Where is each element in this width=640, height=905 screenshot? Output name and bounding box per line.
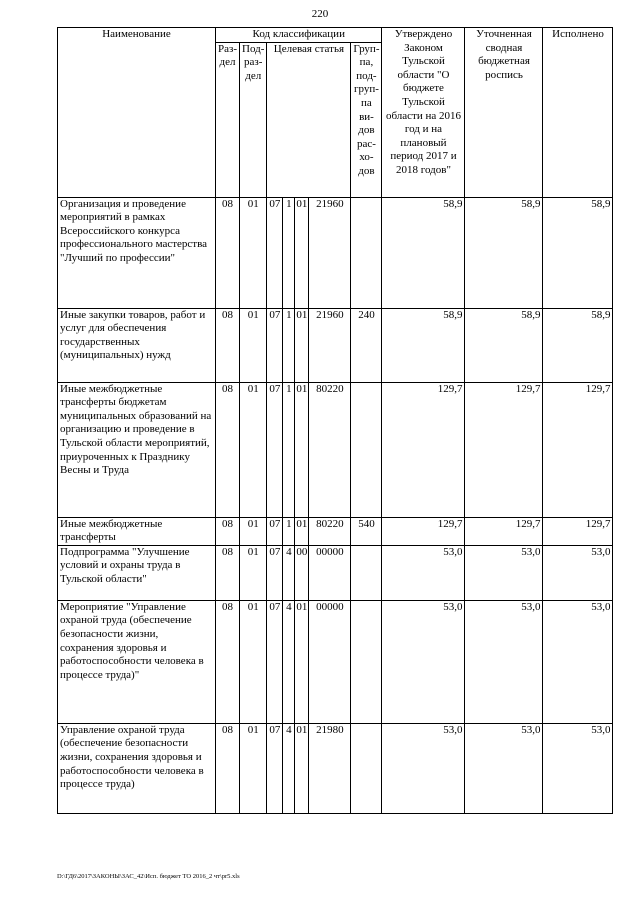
row-group <box>351 197 382 308</box>
row-name: Подпрограмма "Улучшение условий и охраны труда в Тульской области" <box>58 545 216 600</box>
row-group <box>351 545 382 600</box>
row-name: Мероприятие "Управление охраной труда (обеспечение безопасности жизни, сохранения здоровья и работоспособности человека в процессе труда)" <box>58 600 216 723</box>
row-target-part2: 4 <box>283 600 295 723</box>
row-target-part2: 1 <box>283 197 295 308</box>
page-number: 220 <box>311 8 329 20</box>
table-row <box>58 723 613 813</box>
row-target-part3: 01 <box>295 382 309 517</box>
row-target-part1: 07 <box>267 308 283 382</box>
row-target-part1: 07 <box>267 723 283 813</box>
row-approved: 129,7 <box>382 382 465 517</box>
row-name: Иные закупки товаров, работ и услуг для обеспечения государственных (муниципальных) нужд <box>58 308 216 382</box>
row-target-part4: 00000 <box>309 600 351 723</box>
col-header-code-group: Код классификации <box>216 28 382 43</box>
table-row <box>58 600 613 723</box>
col-header-executed: Исполнено <box>543 28 613 198</box>
row-subsection: 01 <box>240 517 267 545</box>
row-approved: 58,9 <box>382 197 465 308</box>
row-target-part2: 4 <box>283 545 295 600</box>
row-refined: 53,0 <box>465 545 543 600</box>
row-section: 08 <box>216 197 240 308</box>
row-target-part4: 21960 <box>309 197 351 308</box>
row-group <box>351 600 382 723</box>
row-section: 08 <box>216 308 240 382</box>
table-row <box>58 382 613 517</box>
row-target-part1: 07 <box>267 545 283 600</box>
table-row <box>58 308 613 382</box>
row-subsection: 01 <box>240 308 267 382</box>
row-group: 540 <box>351 517 382 545</box>
row-executed: 58,9 <box>543 308 613 382</box>
row-section: 08 <box>216 600 240 723</box>
row-executed: 129,7 <box>543 517 613 545</box>
row-approved: 53,0 <box>382 545 465 600</box>
row-executed: 129,7 <box>543 382 613 517</box>
row-target-part1: 07 <box>267 197 283 308</box>
row-refined: 129,7 <box>465 382 543 517</box>
row-subsection: 01 <box>240 545 267 600</box>
row-refined: 53,0 <box>465 723 543 813</box>
row-approved: 129,7 <box>382 517 465 545</box>
row-target-part4: 80220 <box>309 382 351 517</box>
row-target-part2: 1 <box>283 517 295 545</box>
table-row <box>58 517 613 545</box>
col-header-name: Наименование <box>58 28 216 198</box>
row-target-part1: 07 <box>267 600 283 723</box>
row-target-part3: 00 <box>295 545 309 600</box>
row-target-part4: 00000 <box>309 545 351 600</box>
row-target-part1: 07 <box>267 382 283 517</box>
row-target-part1: 07 <box>267 517 283 545</box>
row-refined: 58,9 <box>465 197 543 308</box>
row-target-part4: 21960 <box>309 308 351 382</box>
row-subsection: 01 <box>240 382 267 517</box>
row-refined: 58,9 <box>465 308 543 382</box>
row-target-part3: 01 <box>295 723 309 813</box>
row-name: Иные межбюджетные трансферты бюджетам муниципальных образований на организацию и проведение в Тульской области мероприятий, приуроченных к Празднику Весны и Труда <box>58 382 216 517</box>
row-target-part4: 21980 <box>309 723 351 813</box>
row-name: Иные межбюджетные трансферты <box>58 517 216 545</box>
row-executed: 53,0 <box>543 600 613 723</box>
col-header-refined: Уточненная сводная бюджетная роспись <box>465 28 543 198</box>
row-name: Управление охраной труда (обеспечение безопасности жизни, сохранения здоровья и работоспособности человека в процессе труда) <box>58 723 216 813</box>
row-approved: 53,0 <box>382 600 465 723</box>
row-target-part2: 1 <box>283 308 295 382</box>
row-refined: 53,0 <box>465 600 543 723</box>
row-target-part3: 01 <box>295 517 309 545</box>
row-subsection: 01 <box>240 600 267 723</box>
row-executed: 58,9 <box>543 197 613 308</box>
row-subsection: 01 <box>240 197 267 308</box>
row-group: 240 <box>351 308 382 382</box>
row-target-part3: 01 <box>295 197 309 308</box>
row-target-part2: 1 <box>283 382 295 517</box>
row-approved: 58,9 <box>382 308 465 382</box>
row-target-part2: 4 <box>283 723 295 813</box>
table-row <box>58 197 613 308</box>
file-path-footer: D:\ГД6\2017\ЗАКОНЫ\ЗАС_42\Исп. бюджет ТО 2016_2 чт\pr5.xls <box>57 873 240 880</box>
row-target-part3: 01 <box>295 600 309 723</box>
row-target-part4: 80220 <box>309 517 351 545</box>
row-section: 08 <box>216 723 240 813</box>
col-header-target: Целевая статья <box>267 42 351 197</box>
col-header-approved: Утверждено Законом Тульской области "О бюджете Тульской области на 2016 год и на плановый период 2017 и 2018 годов" <box>382 28 465 198</box>
row-approved: 53,0 <box>382 723 465 813</box>
budget-table <box>57 27 613 814</box>
row-section: 08 <box>216 545 240 600</box>
col-header-subsection: Под-раз-дел <box>240 42 267 197</box>
row-executed: 53,0 <box>543 723 613 813</box>
row-executed: 53,0 <box>543 545 613 600</box>
table-row <box>58 545 613 600</box>
col-header-section: Раз-дел <box>216 42 240 197</box>
row-group <box>351 382 382 517</box>
row-refined: 129,7 <box>465 517 543 545</box>
row-name: Организация и проведение мероприятий в рамках Всероссийского конкурса профессионального мастерства "Лучший по профессии" <box>58 197 216 308</box>
row-group <box>351 723 382 813</box>
row-subsection: 01 <box>240 723 267 813</box>
row-section: 08 <box>216 517 240 545</box>
row-target-part3: 01 <box>295 308 309 382</box>
col-header-group: Груп-па, под-груп-па ви-дов рас-хо-дов <box>351 42 382 197</box>
row-section: 08 <box>216 382 240 517</box>
